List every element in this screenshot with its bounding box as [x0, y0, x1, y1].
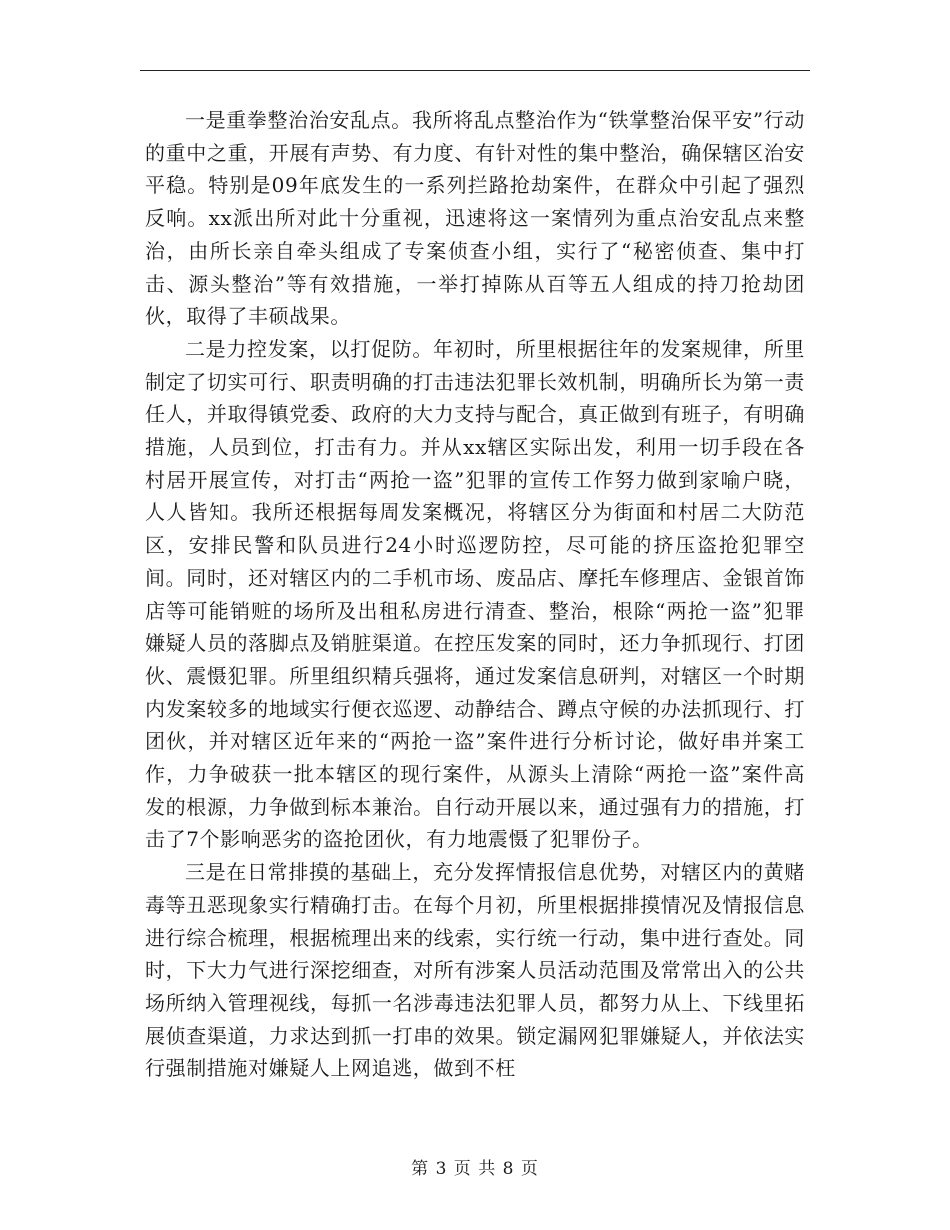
footer-suffix: 页 — [520, 1159, 539, 1179]
paragraph-3: 三是在日常排摸的基础上，充分发挥情报信息优势，对辖区内的黄赌毒等丑恶现象实行精确打击。在每个月初，所里根据排摸情况及情报信息进行综合梳理，根据梳理出来的线索，实行统一行动，集中进行查处。同时，下大力气进行深挖细查，对所有涉案人员活动范围及常常出入的公共场所纳入管理视线，每抓一名涉毒违法犯罪人员，都努力从上、下线里拓展侦查渠道，力求达到抓一打串的效果。锁定漏网犯罪嫌疑人，并依法实行强制措施对嫌疑人上网追逃，做到不枉 — [145, 860, 805, 1081]
footer-page-number: 3 — [435, 1159, 448, 1179]
footer-total-pages: 8 — [502, 1159, 515, 1179]
paragraph-1: 一是重拳整治治安乱点。我所将乱点整治作为“铁掌整治保平安”行动的重中之重，开展有声势、有力度、有针对性的集中整治，确保辖区治安平稳。特别是09年底发生的一系列拦路抢劫案件，在群众中引起了强烈反响。xx派出所对此十分重视，迅速将这一案情列为重点治安乱点来整治，由所长亲自牵头组成了专案侦查小组，实行了“秘密侦查、集中打击、源头整治”等有效措施，一举打掉陈从百等五人组成的持刀抢劫团伙，取得了丰硕战果。 — [145, 108, 805, 329]
footer-prefix: 第 — [411, 1159, 430, 1179]
paragraph-2: 二是力控发案，以打促防。年初时，所里根据往年的发案规律，所里制定了切实可行、职责明确的打击违法犯罪长效机制，明确所长为第一责任人，并取得镇党委、政府的大力支持与配合，真正做到有班子，有明确措施，人员到位，打击有力。并从xx辖区实际出发，利用一切手段在各村居开展宣传，对打击“两抢一盗”犯罪的宣传工作努力做到家喻户晓，人人皆知。我所还根据每周发案概况，将辖区分为街面和村居二大防范区，安排民警和队员进行24小时巡逻防控，尽可能的挤压盗抢犯罪空间。同时，还对辖区内的二手机市场、废品店、摩托车修理店、金银首饰店等可能销赃的场所及出租私房进行清查、整治，根除“两抢一盗”犯罪嫌疑人员的落脚点及销脏渠道。在控压发案的同时，还力争抓现行、打团伙、震慑犯罪。所里组织精兵强将，通过发案信息研判，对辖区一个时期内发案较多的地域实行便衣巡逻、动静结合、蹲点守候的办法抓现行、打团伙，并对辖区近年来的“两抢一盗”案件进行分析讨论，做好串并案工作，力争破获一批本辖区的现行案件，从源头上清除“两抢一盗”案件高发的根源，力争做到标本兼治。自行动开展以来，通过强有力的措施，打击了7个影响恶劣的盗抢团伙，有力地震慑了犯罪份子。 — [145, 336, 805, 852]
page-footer — [0, 1154, 950, 1179]
footer-middle: 页 共 — [453, 1159, 497, 1179]
document-body — [145, 104, 805, 1085]
header-rule — [140, 70, 810, 71]
